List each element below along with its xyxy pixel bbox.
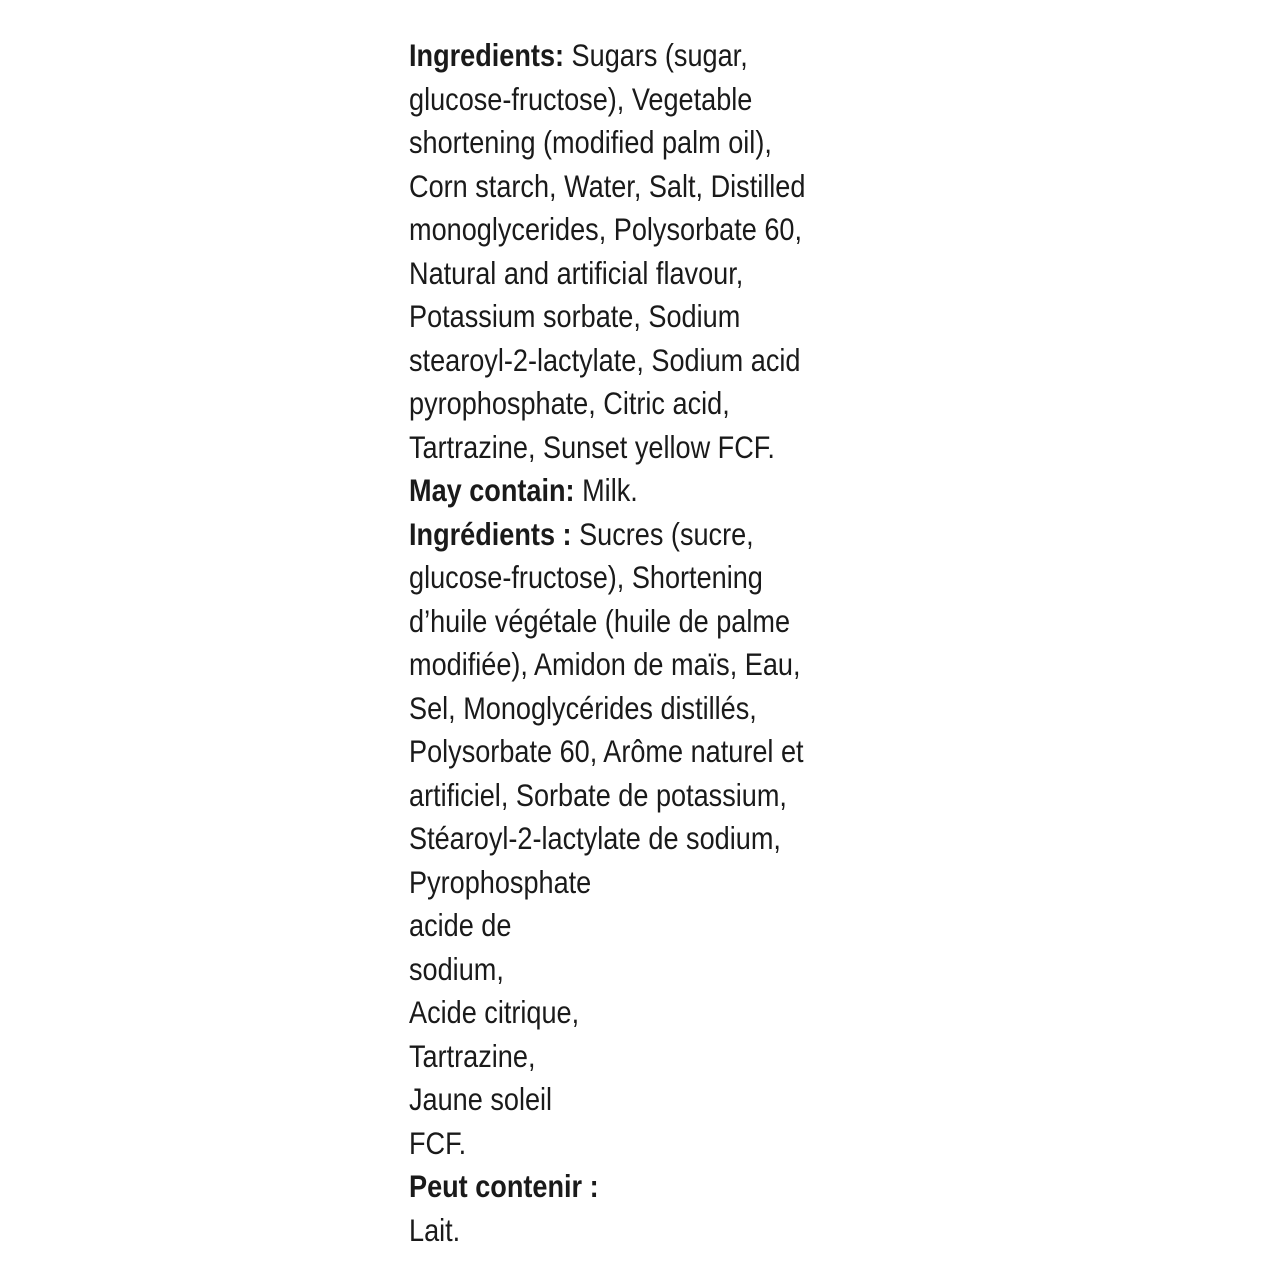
label-line	[409, 1165, 1114, 1209]
label-text: artificiel, Sorbate de potassium,	[409, 776, 787, 813]
label-line	[409, 34, 1114, 78]
label-line	[409, 948, 1114, 992]
label-text: modifiée), Amidon de maïs, Eau,	[409, 646, 801, 682]
ingredients-label	[409, 34, 1114, 1252]
label-line	[409, 1078, 1114, 1122]
label-line	[409, 78, 1114, 122]
label-text: Tartrazine, Sunset yellow FCF.	[409, 428, 775, 465]
label-line	[409, 295, 1114, 339]
label-text: Polysorbate 60, Arôme naturel et	[409, 733, 804, 769]
label-line	[409, 643, 1114, 687]
label-line	[409, 687, 1114, 731]
label-line	[409, 817, 1114, 861]
label-line	[409, 382, 1114, 426]
label-text: Milk.	[574, 472, 638, 508]
label-line	[409, 469, 1114, 513]
label-text: glucose-fructose), Vegetable	[409, 80, 753, 117]
label-line	[409, 1035, 1114, 1079]
ingredients-heading: Ingredients:	[409, 37, 565, 73]
label-text: FCF.	[409, 1124, 467, 1161]
label-text: Stéaroyl-2-lactylate de sodium,	[409, 820, 781, 856]
may-contain-heading: May contain:	[409, 472, 575, 508]
label-line	[409, 513, 1114, 557]
label-line	[409, 600, 1114, 644]
label-line	[409, 1122, 1114, 1166]
label-text: monoglycerides, Polysorbate 60,	[409, 211, 803, 247]
label-line	[409, 165, 1114, 209]
label-text: Jaune soleil	[409, 1081, 553, 1117]
label-text: Lait.	[409, 1211, 461, 1248]
label-text: Natural and artificial flavour,	[409, 254, 744, 291]
label-line	[409, 774, 1114, 818]
label-text: pyrophosphate, Citric acid,	[409, 385, 730, 421]
label-text: Tartrazine,	[409, 1037, 536, 1074]
label-line	[409, 208, 1114, 252]
label-text: Acide citrique,	[409, 994, 580, 1030]
peut-contenir-heading: Peut contenir :	[409, 1168, 599, 1204]
label-line	[409, 861, 1114, 905]
label-text: Sucres (sucre,	[571, 515, 754, 552]
label-line	[409, 730, 1114, 774]
label-text: glucose-fructose), Shortening	[409, 559, 763, 595]
ingredients-fr-heading: Ingrédients :	[409, 515, 572, 552]
label-line	[409, 904, 1114, 948]
label-text: Pyrophosphate	[409, 863, 592, 900]
label-text: shortening (modified palm oil),	[409, 124, 772, 160]
label-text: sodium,	[409, 950, 504, 987]
label-text: acide de	[409, 907, 512, 943]
label-line	[409, 1209, 1114, 1253]
label-text: Sel, Monoglycérides distillés,	[409, 689, 757, 726]
label-line	[409, 252, 1114, 296]
label-line	[409, 991, 1114, 1035]
label-text: stearoyl-2-lactylate, Sodium acid	[409, 341, 801, 378]
label-text: Corn starch, Water, Salt, Distilled	[409, 167, 806, 204]
label-line	[409, 339, 1114, 383]
label-text: Potassium sorbate, Sodium	[409, 298, 741, 334]
label-line	[409, 426, 1114, 470]
label-line	[409, 121, 1114, 165]
label-text: d’huile végétale (huile de palme	[409, 602, 791, 639]
label-text: Sugars (sugar,	[564, 37, 748, 73]
label-line	[409, 556, 1114, 600]
